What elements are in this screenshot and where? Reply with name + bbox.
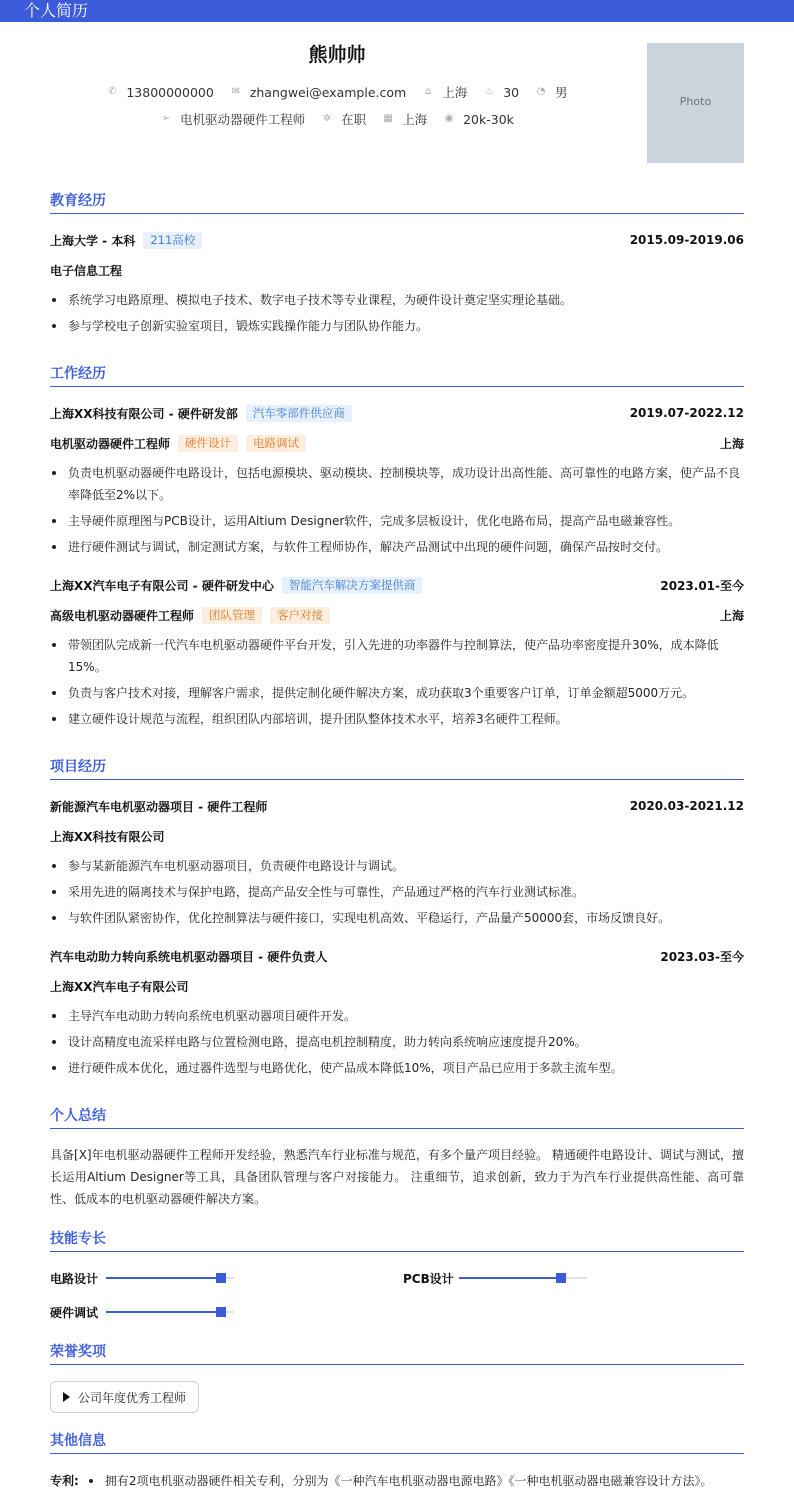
company-name: 上海XX汽车电子有限公司 - 硬件研发中心 bbox=[50, 578, 274, 593]
section-projects bbox=[50, 759, 744, 780]
skill-tag: 硬件设计 bbox=[178, 435, 238, 452]
work-role-row bbox=[50, 434, 744, 452]
home-icon: ⌂ bbox=[425, 86, 432, 97]
position-value: 电机驱动器硬件工程师 bbox=[180, 112, 306, 127]
list-item: 系统学习电路原理、模拟电子技术、数字电子技术等专业课程，为硬件设计奠定坚实理论基础。 bbox=[50, 289, 744, 311]
list-item: 主导硬件原理图与PCB设计，运用Altium Designer软件，完成多层板设计，优化电路布局，提高产品电磁兼容性。 bbox=[50, 510, 744, 532]
skill-name: PCB设计 bbox=[403, 1271, 454, 1286]
job-role: 电机驱动器硬件工程师 bbox=[50, 436, 171, 451]
age-item bbox=[483, 85, 519, 100]
award-label: 公司年度优秀工程师 bbox=[78, 1390, 187, 1405]
school-name: 上海大学 - 本科 bbox=[50, 233, 136, 248]
other-label: 专利: bbox=[50, 1474, 79, 1488]
section-skills bbox=[50, 1231, 744, 1252]
section-work bbox=[50, 366, 744, 387]
candidate-name: 熊帅帅 bbox=[308, 44, 366, 66]
status-icon: ✲ bbox=[322, 113, 332, 124]
list-item: 带领团队完成新一代汽车电机驱动器硬件平台开发，引入先进的功率器件与控制算法，使产品功率密度提升30%，成本降低15%。 bbox=[50, 634, 744, 678]
skill-bar-knob bbox=[556, 1273, 566, 1283]
section-education bbox=[50, 193, 744, 214]
project-company: 上海XX汽车电子有限公司 bbox=[50, 979, 189, 994]
list-item: 进行硬件测试与调试，制定测试方案，与软件工程师协作，解决产品测试中出现的硬件问题，确保产品按时交付。 bbox=[50, 536, 744, 558]
work-role-row bbox=[50, 606, 744, 624]
section-education-title: 教育经历 bbox=[50, 193, 106, 209]
coin-icon: ◉ bbox=[444, 113, 454, 124]
work-date: 2023.01-至今 bbox=[660, 578, 744, 593]
project-header bbox=[50, 947, 744, 965]
skill-bar-fill bbox=[106, 1277, 221, 1279]
section-summary bbox=[50, 1108, 744, 1129]
photo-placeholder: Photo bbox=[679, 95, 712, 108]
school-tag: 211高校 bbox=[143, 232, 202, 249]
contact-info-row bbox=[0, 83, 674, 101]
work-header bbox=[50, 576, 744, 594]
play-icon bbox=[63, 1392, 70, 1402]
list-item: 设计高精度电流采样电路与位置检测电路，提高电机控制精度，助力转向系统响应速度提升20%。 bbox=[50, 1031, 744, 1053]
top-header-bar bbox=[0, 0, 794, 22]
list-item: 采用先进的隔离技术与保护电路，提高产品安全性与可靠性，产品通过严格的汽车行业测试标准。 bbox=[50, 881, 744, 903]
phone-value: 13800000000 bbox=[126, 84, 214, 100]
salary-item bbox=[443, 112, 514, 127]
other-info-row bbox=[50, 1472, 712, 1489]
location-value: 上海 bbox=[442, 85, 468, 100]
section-awards bbox=[50, 1344, 744, 1365]
work-header bbox=[50, 404, 744, 422]
list-item: 主导汽车电动助力转向系统电机驱动器项目硬件开发。 bbox=[50, 1005, 744, 1027]
list-item: 参与学校电子创新实验室项目，锻炼实践操作能力与团队协作能力。 bbox=[50, 315, 744, 337]
summary-text: 具备[X]年电机驱动器硬件工程师开发经验，熟悉汽车行业标准与规范，有多个量产项目经验。 精通硬件电路设计、调试与测试，擅长运用Altium Designer等工具，具备团队管理与客户对接能力。 注重细节，追求创新，致力于为汽车行业提供高性能、高可靠性、低成本的电机驱动器硬件解决方案。 bbox=[50, 1148, 744, 1206]
project-company: 上海XX科技有限公司 bbox=[50, 829, 165, 844]
list-item: 建立硬件设计规范与流程，组织团队内部培训，提升团队整体技术水平，培养3名硬件工程师。 bbox=[50, 708, 744, 730]
status-value: 在职 bbox=[341, 112, 367, 127]
job-role: 高级电机驱动器硬件工程师 bbox=[50, 608, 195, 623]
company-tag: 汽车零部件供应商 bbox=[246, 405, 352, 422]
city-item bbox=[382, 110, 427, 128]
salary-value: 20k-30k bbox=[463, 111, 514, 127]
skill-item bbox=[50, 1303, 234, 1321]
award-item[interactable] bbox=[50, 1381, 199, 1413]
project-title: 汽车电动助力转向系统电机驱动器项目 - 硬件负责人 bbox=[50, 949, 328, 964]
project-date: 2023.03-至今 bbox=[660, 949, 744, 964]
mail-icon: ✉ bbox=[231, 86, 241, 97]
skill-bar bbox=[106, 1277, 234, 1279]
job-info-row bbox=[0, 110, 674, 128]
project-company-row bbox=[50, 977, 744, 995]
list-item: 与软件团队紧密协作，优化控制算法与硬件接口，实现电机高效、平稳运行，产品量产50000套，市场反馈良好。 bbox=[50, 907, 744, 929]
section-work-title: 工作经历 bbox=[50, 366, 106, 382]
age-value: 30 bbox=[503, 84, 520, 100]
gender-icon: ◔ bbox=[536, 86, 546, 97]
skill-bar-fill bbox=[459, 1277, 561, 1279]
email-item bbox=[230, 85, 406, 100]
position-item bbox=[160, 110, 305, 128]
list-item: 参与某新能源汽车电机驱动器项目，负责硬件电路设计与调试。 bbox=[50, 855, 744, 877]
skill-bar bbox=[459, 1277, 587, 1279]
skill-name: 电路设计 bbox=[50, 1271, 99, 1286]
skill-name: 硬件调试 bbox=[50, 1305, 99, 1320]
section-other bbox=[50, 1433, 744, 1454]
work-city: 上海 bbox=[719, 608, 744, 623]
list-item: 进行硬件成本优化，通过器件选型与电路优化，使产品成本降低10%，项目产品已应用于多款主流车型。 bbox=[50, 1057, 744, 1079]
skill-item bbox=[50, 1269, 234, 1287]
project-date: 2020.03-2021.12 bbox=[629, 799, 744, 813]
section-other-title: 其他信息 bbox=[50, 1433, 106, 1449]
section-summary-title: 个人总结 bbox=[50, 1108, 106, 1124]
skill-item bbox=[403, 1269, 587, 1287]
project-title: 新能源汽车电机驱动器项目 - 硬件工程师 bbox=[50, 799, 268, 814]
header-title: 个人简历 bbox=[24, 1, 89, 20]
education-date: 2015.09-2019.06 bbox=[629, 233, 744, 247]
education-major: 电子信息工程 bbox=[50, 263, 123, 278]
status-item bbox=[321, 110, 366, 128]
phone-item bbox=[106, 85, 213, 100]
list-item: 负责与客户技术对接，理解客户需求，提供定制化硬件解决方案，成功获取3个重要客户订单，订单金额超5000万元。 bbox=[50, 682, 744, 704]
section-awards-title: 荣誉奖项 bbox=[50, 1344, 106, 1360]
cake-icon: ♨ bbox=[484, 86, 494, 97]
skill-tag: 电路调试 bbox=[246, 435, 306, 452]
skill-bar-knob bbox=[216, 1273, 226, 1283]
skill-bar-knob bbox=[216, 1307, 226, 1317]
company-tag: 智能汽车解决方案提供商 bbox=[282, 577, 423, 594]
section-skills-title: 技能专长 bbox=[50, 1231, 106, 1247]
skill-bar bbox=[106, 1311, 234, 1313]
project-header bbox=[50, 797, 744, 815]
skill-tag: 团队管理 bbox=[202, 607, 262, 624]
email-value: zhangwei@example.com bbox=[249, 84, 407, 100]
phone-icon: ✆ bbox=[108, 86, 117, 97]
company-name: 上海XX科技有限公司 - 硬件研发部 bbox=[50, 406, 238, 421]
work-city: 上海 bbox=[719, 436, 744, 451]
education-major-row bbox=[50, 261, 744, 279]
other-text: 拥有2项电机驱动器硬件相关专利，分别为《一种汽车电机驱动器电源电路》《一种电机驱动器电磁兼容设计方法》。 bbox=[104, 1474, 713, 1488]
section-projects-title: 项目经历 bbox=[50, 759, 106, 775]
education-header bbox=[50, 231, 744, 249]
profile-photo bbox=[647, 43, 744, 163]
list-item: 负责电机驱动器硬件电路设计，包括电源模块、驱动模块、控制模块等，成功设计出高性能、高可靠性的电路方案，使产品不良率降低至2%以下。 bbox=[50, 462, 744, 506]
building-icon: ▦ bbox=[383, 113, 393, 124]
city-value: 上海 bbox=[402, 112, 428, 127]
gender-value: 男 bbox=[555, 85, 568, 100]
location-item bbox=[422, 83, 467, 101]
work-date: 2019.07-2022.12 bbox=[629, 406, 744, 420]
bullet-dot bbox=[89, 1479, 93, 1483]
send-icon: ➢ bbox=[161, 113, 171, 124]
skill-bar-fill bbox=[106, 1311, 221, 1313]
skill-tag: 客户对接 bbox=[270, 607, 330, 624]
project-company-row bbox=[50, 827, 744, 845]
gender-item bbox=[535, 83, 568, 101]
